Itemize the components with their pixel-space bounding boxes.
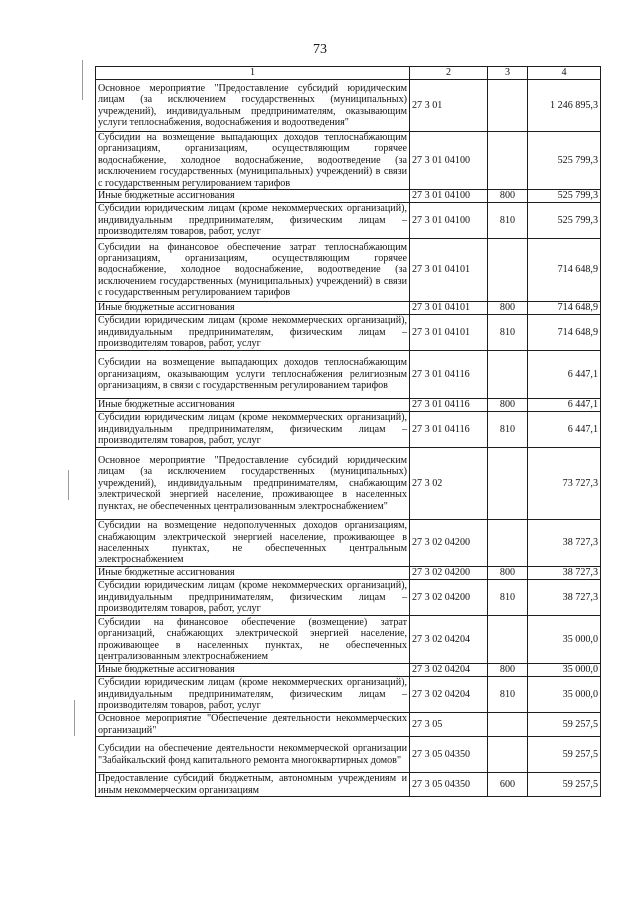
scan-artifact-line (68, 470, 69, 500)
row-code-cell: 27 3 01 04116 (410, 351, 488, 399)
row-name-cell: Субсидии на обеспечение деятельности некоммерческой организации "Забайкальский фонд капитального ремонта многоквартирных домов" (96, 737, 410, 773)
header-expense-type-column: 3 (488, 67, 528, 80)
row-code-cell: 27 3 01 04116 (410, 412, 488, 448)
row-sum-cell: 59 257,5 (528, 713, 601, 737)
row-sum-cell: 6 447,1 (528, 412, 601, 448)
table-row (96, 203, 601, 239)
header-code-column: 2 (410, 67, 488, 80)
row-expense-type-cell: 800 (488, 302, 528, 315)
row-sum-cell: 6 447,1 (528, 351, 601, 399)
table-row (96, 737, 601, 773)
row-name-cell: Субсидии на возмещение выпадающих доходов теплоснабжающим организациям, оказывающим услуги теплоснабжения религиозным организациям, в связи с государственным регулированием тарифов (96, 351, 410, 399)
row-expense-type-cell: 810 (488, 412, 528, 448)
table-row (96, 302, 601, 315)
table-row (96, 580, 601, 616)
row-code-cell: 27 3 01 04101 (410, 239, 488, 302)
row-name-cell: Иные бюджетные ассигнования (96, 567, 410, 580)
row-expense-type-cell (488, 351, 528, 399)
row-sum-cell: 525 799,3 (528, 190, 601, 203)
table-row (96, 412, 601, 448)
table-row (96, 773, 601, 797)
table-row (96, 677, 601, 713)
row-expense-type-cell (488, 239, 528, 302)
table-header-row (96, 67, 601, 80)
row-expense-type-cell (488, 713, 528, 737)
row-code-cell: 27 3 02 04200 (410, 580, 488, 616)
row-expense-type-cell (488, 616, 528, 664)
row-code-cell: 27 3 02 (410, 448, 488, 520)
table-row (96, 351, 601, 399)
scan-artifact-line (82, 60, 83, 100)
row-code-cell: 27 3 01 04100 (410, 203, 488, 239)
row-expense-type-cell (488, 132, 528, 190)
table-row (96, 616, 601, 664)
row-sum-cell: 714 648,9 (528, 302, 601, 315)
row-code-cell: 27 3 01 04101 (410, 315, 488, 351)
row-name-cell: Иные бюджетные ассигнования (96, 190, 410, 203)
row-name-cell: Предоставление субсидий бюджетным, автономным учреждениям и иным некоммерческим организациям (96, 773, 410, 797)
row-name-cell: Субсидии на финансовое обеспечение (возмещение) затрат организаций, снабжающих электрической энергией население, проживающее в населенных пунктах, не обеспеченных централизованным электроснабжением (96, 616, 410, 664)
row-expense-type-cell (488, 80, 528, 132)
table-row (96, 448, 601, 520)
row-name-cell: Иные бюджетные ассигнования (96, 302, 410, 315)
row-sum-cell: 6 447,1 (528, 399, 601, 412)
row-name-cell: Субсидии на возмещение недополученных доходов организациям, снабжающим электрической энергией население, проживающее в населенных пунктах, не обеспеченных центральным электроснабжением (96, 520, 410, 567)
row-name-cell: Субсидии на возмещение выпадающих доходов теплоснабжающим организациям, организациям, осуществляющим горячее водоснабжение, холодное водоснабжение, водоотведение (за исключением государственных (муниципальных) учреждений) в связи с государственным регулированием тарифов (96, 132, 410, 190)
row-expense-type-cell (488, 448, 528, 520)
row-expense-type-cell (488, 520, 528, 567)
row-sum-cell: 525 799,3 (528, 203, 601, 239)
row-code-cell: 27 3 01 (410, 80, 488, 132)
row-name-cell: Основное мероприятие "Предоставление субсидий юридическим лицам (за исключением государственных (муниципальных) учреждений), индивидуальным предпринимателям, снабжающим электрической энергией население, проживающее в населенных пунктах, не обеспеченных централизованным электроснабжением" (96, 448, 410, 520)
budget-table (95, 66, 601, 797)
table-row (96, 713, 601, 737)
row-code-cell: 27 3 02 04200 (410, 520, 488, 567)
table-row (96, 80, 601, 132)
row-name-cell: Субсидии юридическим лицам (кроме некоммерческих организаций), индивидуальным предпринимателям, физическим лицам – производителям товаров, работ, услуг (96, 412, 410, 448)
row-name-cell: Иные бюджетные ассигнования (96, 664, 410, 677)
row-code-cell: 27 3 01 04100 (410, 190, 488, 203)
row-expense-type-cell: 600 (488, 773, 528, 797)
row-expense-type-cell: 810 (488, 315, 528, 351)
row-code-cell: 27 3 01 04116 (410, 399, 488, 412)
row-name-cell: Субсидии юридическим лицам (кроме некоммерческих организаций), индивидуальным предпринимателям, физическим лицам – производителям товаров, работ, услуг (96, 315, 410, 351)
row-expense-type-cell: 800 (488, 190, 528, 203)
row-code-cell: 27 3 02 04200 (410, 567, 488, 580)
header-sum-column: 4 (528, 67, 601, 80)
row-expense-type-cell: 810 (488, 580, 528, 616)
table-row (96, 190, 601, 203)
table-row (96, 132, 601, 190)
row-name-cell: Субсидии юридическим лицам (кроме некоммерческих организаций), индивидуальным предпринимателям, физическим лицам – производителям товаров, работ, услуг (96, 580, 410, 616)
row-code-cell: 27 3 02 04204 (410, 664, 488, 677)
header-name-column: 1 (96, 67, 410, 80)
row-code-cell: 27 3 01 04100 (410, 132, 488, 190)
row-code-cell: 27 3 01 04101 (410, 302, 488, 315)
row-expense-type-cell: 800 (488, 399, 528, 412)
row-expense-type-cell (488, 737, 528, 773)
table-row (96, 567, 601, 580)
row-name-cell: Субсидии юридическим лицам (кроме некоммерческих организаций), индивидуальным предпринимателям, физическим лицам – производителям товаров, работ, услуг (96, 677, 410, 713)
table-row (96, 399, 601, 412)
row-code-cell: 27 3 02 04204 (410, 616, 488, 664)
row-sum-cell: 38 727,3 (528, 520, 601, 567)
row-sum-cell: 38 727,3 (528, 567, 601, 580)
scan-artifact-line (74, 700, 75, 736)
row-sum-cell: 35 000,0 (528, 616, 601, 664)
table-row (96, 664, 601, 677)
row-name-cell: Основное мероприятие "Предоставление субсидий юридическим лицам (за исключением государственных (муниципальных) учреждений), индивидуальным предпринимателям, оказывающим услуги теплоснабжения, водоснабжения и водоотведения" (96, 80, 410, 132)
row-sum-cell: 38 727,3 (528, 580, 601, 616)
row-name-cell: Субсидии на финансовое обеспечение затрат теплоснабжающим организациям, организациям, осуществляющим горячее водоснабжение, холодное водоснабжение, водоотведение (за исключением государственных (муниципальных) учреждений) в связи с государственным регулированием тарифов (96, 239, 410, 302)
row-sum-cell: 525 799,3 (528, 132, 601, 190)
page-number: 73 (313, 42, 327, 57)
table-body (96, 80, 601, 797)
table-row (96, 239, 601, 302)
row-name-cell: Субсидии юридическим лицам (кроме некоммерческих организаций), индивидуальным предпринимателям, физическим лицам – производителям товаров, работ, услуг (96, 203, 410, 239)
row-expense-type-cell: 810 (488, 203, 528, 239)
row-sum-cell: 59 257,5 (528, 773, 601, 797)
table-row (96, 315, 601, 351)
row-expense-type-cell: 810 (488, 677, 528, 713)
row-sum-cell: 35 000,0 (528, 664, 601, 677)
row-sum-cell: 59 257,5 (528, 737, 601, 773)
row-sum-cell: 714 648,9 (528, 239, 601, 302)
row-code-cell: 27 3 05 04350 (410, 773, 488, 797)
row-code-cell: 27 3 05 04350 (410, 737, 488, 773)
row-sum-cell: 714 648,9 (528, 315, 601, 351)
row-name-cell: Иные бюджетные ассигнования (96, 399, 410, 412)
row-code-cell: 27 3 02 04204 (410, 677, 488, 713)
row-expense-type-cell: 800 (488, 567, 528, 580)
row-code-cell: 27 3 05 (410, 713, 488, 737)
row-sum-cell: 73 727,3 (528, 448, 601, 520)
row-name-cell: Основное мероприятие "Обеспечение деятельности некоммерческих организаций" (96, 713, 410, 737)
row-sum-cell: 1 246 895,3 (528, 80, 601, 132)
row-expense-type-cell: 800 (488, 664, 528, 677)
row-sum-cell: 35 000,0 (528, 677, 601, 713)
table-row (96, 520, 601, 567)
